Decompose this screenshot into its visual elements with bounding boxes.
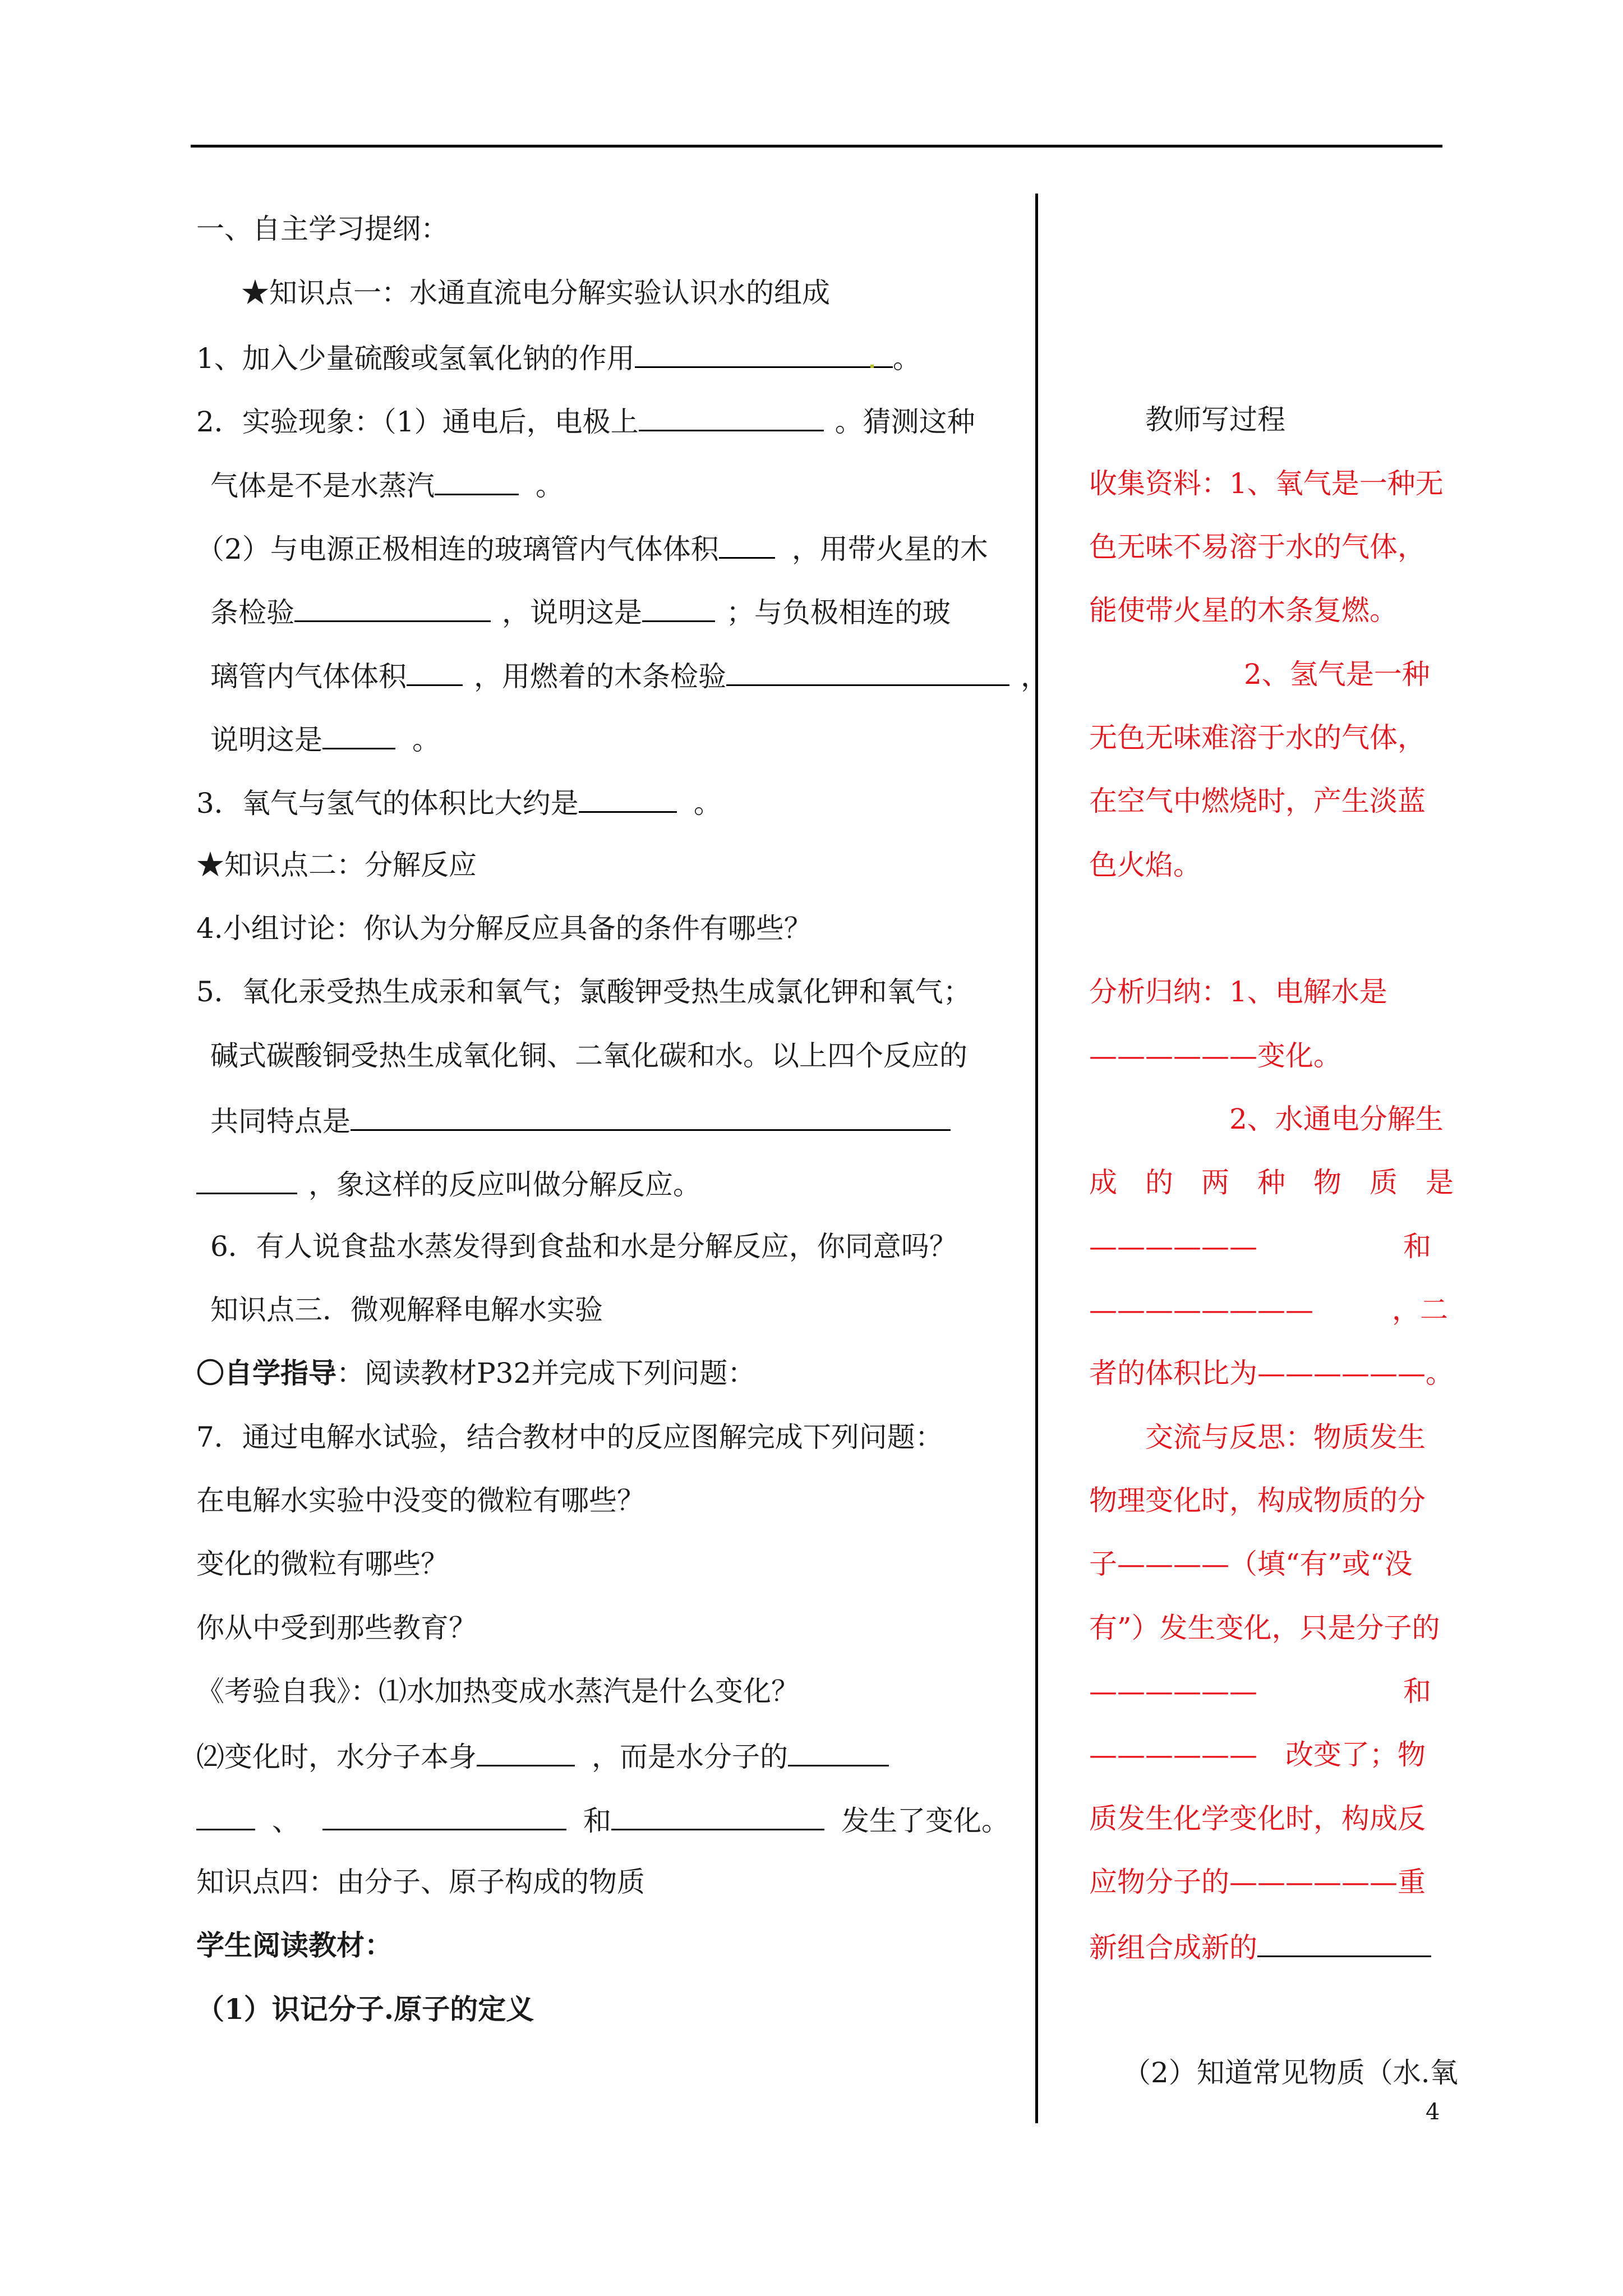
reflection-9: 新组合成新的 <box>1089 1929 1431 1964</box>
question-5-cont3: ，象这样的反应叫做分解反应。 <box>196 1166 701 1202</box>
teacher-note-heading: 教师写过程 <box>1145 403 1285 436</box>
self-test-2: ⑵变化时，水分子本身 ，而是水分子的 <box>196 1738 889 1774</box>
collect-info-7: 色火焰。 <box>1089 849 1201 881</box>
answer-blank[interactable] <box>635 339 893 368</box>
question-2-part2-cont2: 璃管内气体体积 ，用燃着的木条检验 ， <box>210 657 1049 693</box>
answer-blank[interactable] <box>788 1738 889 1766</box>
question-2-cont: 气体是不是水蒸汽 。 <box>210 467 564 503</box>
question-5: 5．氧化汞受热生成汞和氧气；氯酸钾受热生成氯化钾和氧气； <box>196 976 971 1008</box>
analysis-6: ———————— ，二 <box>1089 1294 1448 1326</box>
knowledge-point-1: ★知识点一：水通直流电分解实验认识水的组成 <box>241 277 830 309</box>
answer-blank[interactable] <box>719 530 775 559</box>
reflection-1: 交流与反思：物质发生 <box>1145 1421 1426 1453</box>
reflection-3: 子————（填“有”或“没 <box>1089 1548 1413 1580</box>
analysis-4: 成 的 两 种 物 质 是 <box>1089 1166 1454 1199</box>
answer-blank[interactable] <box>611 1802 824 1830</box>
question-2: 2．实验现象：（1）通电后，电极上 。猜测这种 <box>196 403 975 439</box>
answer-blank[interactable] <box>639 403 824 431</box>
analysis-3: 2、水通电分解生 <box>1229 1103 1444 1135</box>
answer-blank[interactable] <box>1257 1929 1431 1957</box>
question-7-c: 你从中受到那些教育？ <box>196 1612 477 1644</box>
analysis-2: ——————变化。 <box>1089 1039 1341 1072</box>
section-heading: 一、自主学习提纲： <box>196 213 449 245</box>
knowledge-point-2: ★知识点二：分解反应 <box>196 849 477 881</box>
answer-blank[interactable] <box>642 593 715 622</box>
collect-info-3: 能使带火星的木条复燃。 <box>1089 594 1398 627</box>
column-divider <box>1035 194 1038 2123</box>
student-reading: 学生阅读教材： <box>196 1929 393 1962</box>
question-5-cont: 碱式碳酸铜受热生成氧化铜、二氧化碳和水。以上四个反应的 <box>210 1039 967 1072</box>
question-6: 6．有人说食盐水蒸发得到食盐和水是分解反应，你同意吗？ <box>210 1230 957 1263</box>
reading-item-1: （1）识记分子.原子的定义 <box>196 1993 534 2026</box>
marker-dot <box>870 365 874 368</box>
reflection-6: —————— 改变了；物 <box>1089 1738 1426 1771</box>
page-number: 4 <box>1426 2099 1440 2125</box>
question-2-part2-cont3: 说明这是 。 <box>210 721 440 757</box>
answer-blank[interactable] <box>477 1738 575 1766</box>
reflection-7: 质发生化学变化时，构成反 <box>1089 1802 1426 1835</box>
collect-info-6: 在空气中燃烧时，产生淡蓝 <box>1089 785 1426 817</box>
answer-blank[interactable] <box>407 657 463 686</box>
reflection-5: —————— 和 <box>1089 1675 1431 1708</box>
question-7: 7．通过电解水试验，结合教材中的反应图解完成下列问题： <box>196 1421 943 1453</box>
answer-blank[interactable] <box>196 1166 297 1194</box>
answer-blank[interactable] <box>322 721 395 749</box>
answer-blank[interactable] <box>322 1802 566 1830</box>
answer-blank[interactable] <box>196 1802 255 1830</box>
question-7-b: 变化的微粒有哪些？ <box>196 1548 449 1580</box>
answer-blank[interactable] <box>579 784 677 813</box>
question-1: 1、加入少量硫酸或氢氧化钠的作用 。 <box>196 339 921 375</box>
answer-blank[interactable] <box>351 1102 951 1131</box>
question-7-a: 在电解水实验中没变的微粒有哪些？ <box>196 1484 645 1517</box>
collect-info-4: 2、氢气是一种 <box>1244 658 1430 691</box>
question-4: 4.小组讨论：你认为分解反应具备的条件有哪些？ <box>196 912 812 945</box>
question-5-cont2: 共同特点是 <box>210 1102 951 1138</box>
self-study-guide: 〇自学指导：阅读教材P32并完成下列问题： <box>196 1356 756 1389</box>
collect-info-5: 无色无味难溶于水的气体， <box>1089 721 1426 754</box>
reading-item-2: （2）知道常见物质（水.氧 <box>1123 2056 1458 2089</box>
self-test-2-cont: 、 和 发生了变化。 <box>196 1802 1009 1838</box>
self-test-1: 《考验自我》：⑴水加热变成水蒸汽是什么变化？ <box>196 1675 799 1708</box>
analysis-7: 者的体积比为——————。 <box>1089 1357 1454 1389</box>
question-2-part2-cont: 条检验 ，说明这是 ；与负极相连的玻 <box>210 593 951 629</box>
reflection-4: 有”）发生变化，只是分子的 <box>1089 1612 1440 1644</box>
header-rule <box>191 145 1442 148</box>
collect-info-2: 色无味不易溶于水的气体， <box>1089 531 1426 563</box>
answer-blank[interactable] <box>435 467 519 495</box>
analysis-1: 分析归纳：1、电解水是 <box>1089 976 1387 1008</box>
question-2-part2: （2）与电源正极相连的玻璃管内气体体积 ，用带火星的木 <box>196 530 988 566</box>
question-3: 3．氧气与氢气的体积比大约是 。 <box>196 784 722 820</box>
analysis-5: —————— 和 <box>1089 1230 1431 1263</box>
answer-blank[interactable] <box>294 593 491 622</box>
reflection-2: 物理变化时，构成物质的分 <box>1089 1484 1426 1517</box>
knowledge-point-3: 知识点三．微观解释电解水实验 <box>210 1294 603 1326</box>
answer-blank[interactable] <box>726 657 1009 686</box>
collect-info-1: 收集资料：1、氧气是一种无 <box>1089 467 1444 500</box>
reflection-8: 应物分子的——————重 <box>1089 1866 1426 1898</box>
knowledge-point-4: 知识点四：由分子、原子构成的物质 <box>196 1866 645 1898</box>
